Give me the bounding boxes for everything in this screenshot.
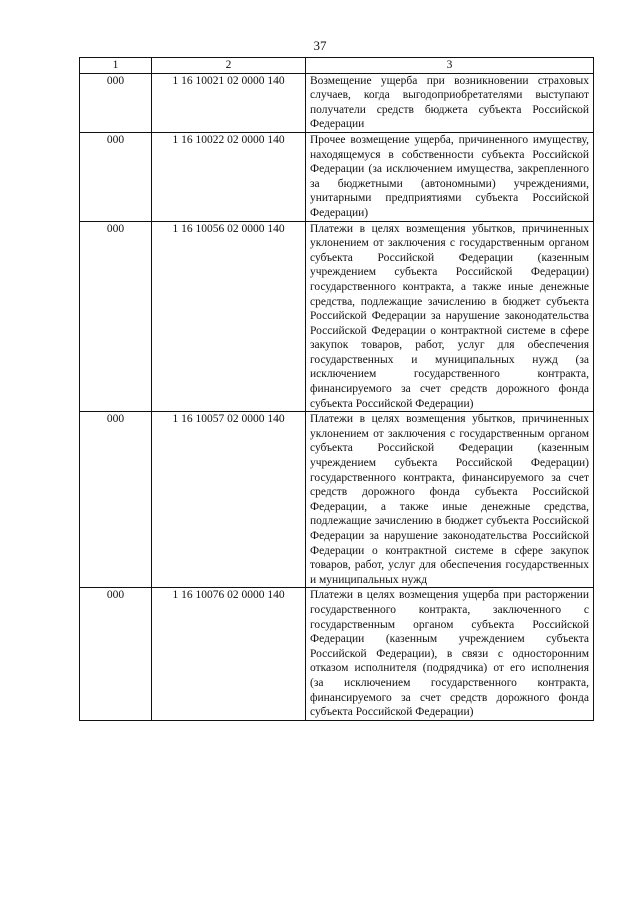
column-header-2: 2 [152, 58, 306, 74]
table-row [80, 412, 594, 588]
admin-code-cell: 000 [80, 73, 152, 132]
revenue-code-cell: 1 16 10021 02 0000 140 [152, 73, 306, 132]
table-row [80, 221, 594, 412]
revenue-code-cell: 1 16 10056 02 0000 140 [152, 221, 306, 412]
revenue-code-cell: 1 16 10057 02 0000 140 [152, 412, 306, 588]
admin-code-cell: 000 [80, 588, 152, 720]
description-cell: Прочее возмещение ущерба, причиненного имуществу, находящемуся в собственности субъекта Российской Федерации (за исключением имущества, закрепленного за бюджетными (автономными) учреждениями, унитарными предприятиями субъекта Российской Федерации) [306, 132, 594, 221]
table-row [80, 73, 594, 132]
admin-code-cell: 000 [80, 412, 152, 588]
column-header-3: 3 [306, 58, 594, 74]
description-cell: Платежи в целях возмещения убытков, причиненных уклонением от заключения с государственным органом субъекта Российской Федерации (казенным учреждением субъекта Российской Федерации) государственного контракта, финансируемого за счет средств дорожного фонда субъекта Российской Федерации, а также иные денежные средства, подлежащие зачислению в бюджет субъекта Российской Федерации за нарушение законодательства Российской Федерации о контрактной системе в сфере закупок товаров, работ, услуг для обеспечения государственных и муниципальных нужд [306, 412, 594, 588]
description-cell: Платежи в целях возмещения ущерба при расторжении государственного контракта, заключенного с государственным органом субъекта Российской Федерации (казенным учреждением субъекта Российской Федерации), в связи с односторонним отказом исполнителя (подрядчика) от его исполнения (за исключением государственного контракта, финансируемого за счет средств дорожного фонда субъекта Российской Федерации) [306, 588, 594, 720]
page-number: 37 [313, 38, 327, 53]
admin-code-cell: 000 [80, 132, 152, 221]
column-header-1: 1 [80, 58, 152, 74]
revenue-codes-table [79, 57, 594, 721]
table-header-row [80, 58, 594, 74]
description-cell: Возмещение ущерба при возникновении страховых случаев, когда выгодоприобретателями выступают получатели средств бюджета субъекта Российской Федерации [306, 73, 594, 132]
table-row [80, 132, 594, 221]
revenue-code-cell: 1 16 10076 02 0000 140 [152, 588, 306, 720]
admin-code-cell: 000 [80, 221, 152, 412]
description-cell: Платежи в целях возмещения убытков, причиненных уклонением от заключения с государственным органом субъекта Российской Федерации (казенным учреждением субъекта Российской Федерации) государственного контракта, а также иные денежные средства, подлежащие зачислению в бюджет субъекта Российской Федерации за нарушение законодательства Российской Федерации о контрактной системе в сфере закупок товаров, работ, услуг для обеспечения государственных и муниципальных нужд (за исключением государственного контракта, финансируемого за счет средств дорожного фонда субъекта Российской Федерации) [306, 221, 594, 412]
revenue-code-cell: 1 16 10022 02 0000 140 [152, 132, 306, 221]
table-row [80, 588, 594, 720]
